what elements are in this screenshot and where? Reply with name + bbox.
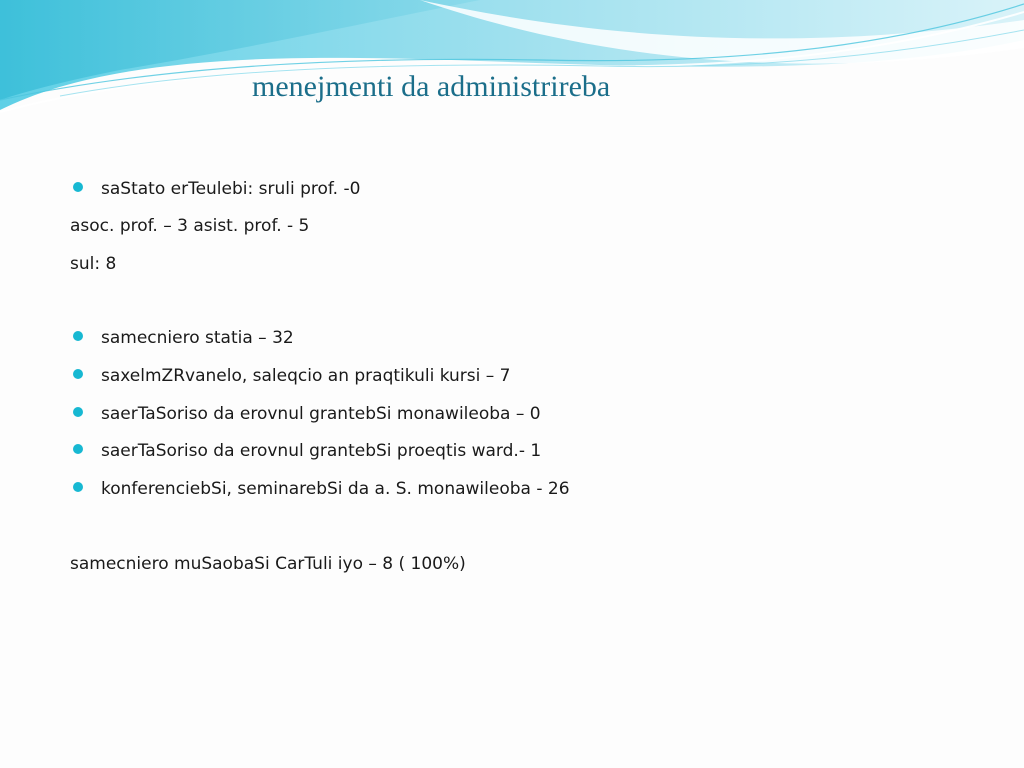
slide-title: menejmenti da administrireba <box>252 70 611 103</box>
line-text: saxelmZRvanelo, saleqcio an praqtikuli kursi – 7 <box>101 366 511 386</box>
line-text: saStato erTeulebi: sruli prof. -0 <box>101 179 361 199</box>
text-line-total <box>70 249 116 279</box>
bullet-line-grant-projects <box>70 436 541 466</box>
bullet-line-articles <box>70 323 294 353</box>
line-text: sul: 8 <box>70 254 117 274</box>
text-line-associate <box>70 211 309 241</box>
line-text: asoc. prof. – 3 asist. prof. - 5 <box>70 216 310 236</box>
bullet-dot-icon <box>73 331 83 341</box>
line-text: saerTaSoriso da erovnul grantebSi monawileoba – 0 <box>101 404 541 424</box>
text-line-research-summary <box>70 549 466 579</box>
line-text: samecniero muSaobaSi CarTuli iyo – 8 ( 100%) <box>70 554 466 574</box>
line-text: konferenciebSi, seminarebSi da a. S. monawileoba - 26 <box>101 479 570 499</box>
bullet-line-staff <box>70 174 360 204</box>
bullet-dot-icon <box>73 444 83 454</box>
bullet-line-textbooks <box>70 361 511 391</box>
bullet-line-conferences <box>70 474 570 504</box>
line-text: samecniero statia – 32 <box>101 328 294 348</box>
bullet-dot-icon <box>73 182 83 192</box>
bullet-dot-icon <box>73 369 83 379</box>
bullet-dot-icon <box>73 407 83 417</box>
bullet-line-grants <box>70 399 541 429</box>
wave-header-decoration <box>0 0 1024 130</box>
bullet-dot-icon <box>73 482 83 492</box>
line-text: saerTaSoriso da erovnul grantebSi proeqtis ward.- 1 <box>101 441 542 461</box>
